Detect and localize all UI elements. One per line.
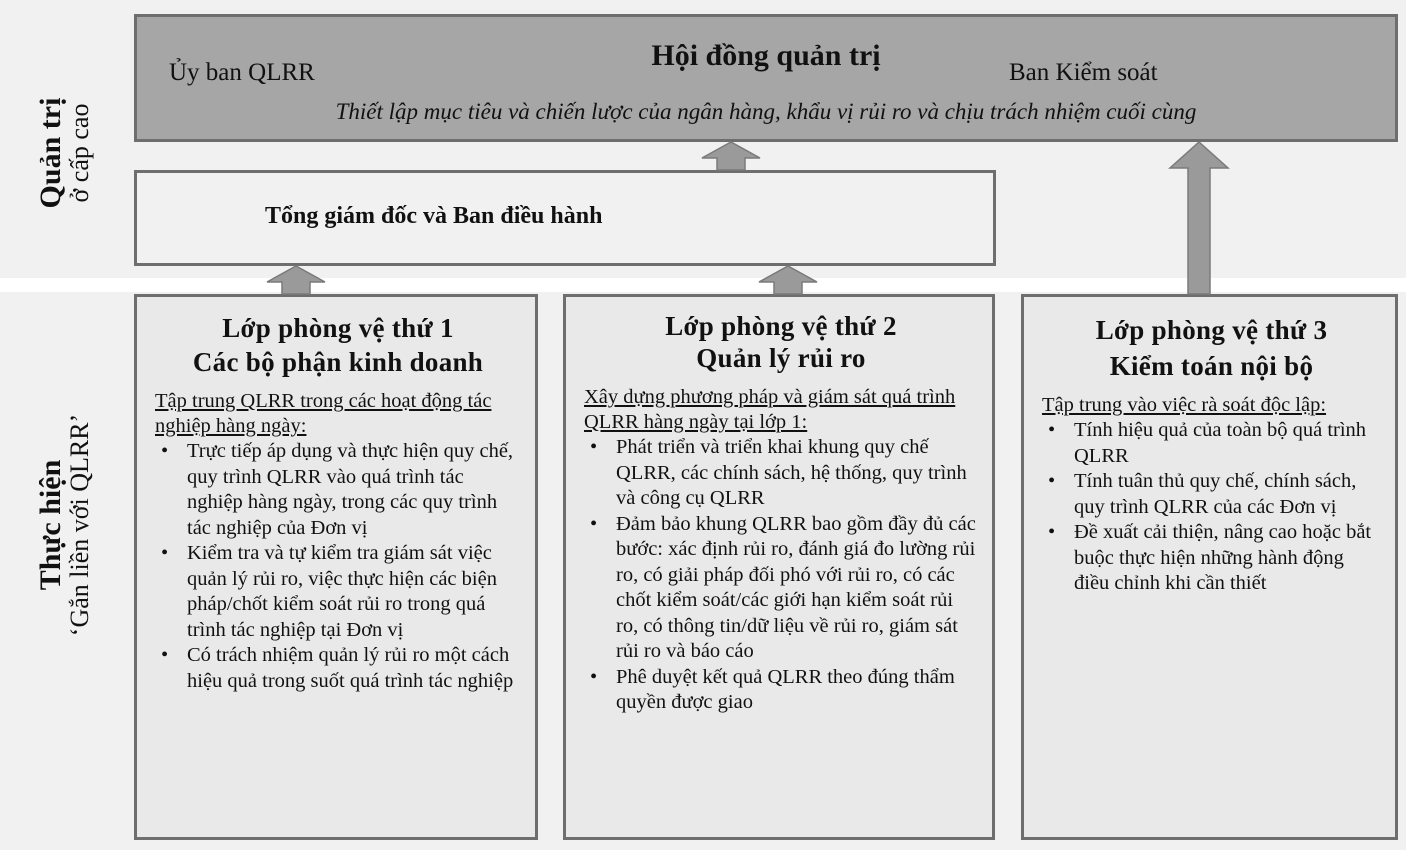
- side-label-execution: [24, 325, 104, 725]
- side-label-governance: [29, 23, 99, 283]
- list-item: • Đảm bảo khung QLRR bao gồm đầy đủ các bước: xác định rủi ro, đánh giá đo lường rủi ro, có giải pháp đối phó với rủi ro, có các chốt kiểm soát/các giới hạn kiểm soát rủi ro, có thông tin/dữ liệu về rủi ro, giám sát rủi ro và báo cáo: [584, 512, 978, 665]
- board-description: Thiết lập mục tiêu và chiến lược của ngân hàng, khẩu vị rủi ro và chịu trách nhiệm cuối cùng: [335, 99, 1197, 124]
- defense-line-1-subtitle: Các bộ phận kinh doanh: [192, 347, 484, 377]
- executive-box: [134, 170, 996, 266]
- defense-line-2-focus: Xây dựng phương pháp và giám sát quá trình QLRR hàng ngày tại lớp 1:: [584, 386, 956, 433]
- board-of-directors-box: [134, 14, 1398, 142]
- list-item: • Kiểm tra và tự kiểm tra giám sát việc quản lý rủi ro, việc thực hiện các biện pháp/chốt kiểm soát rủi ro trong quá trình tác nghiệp tại Đơn vị: [155, 541, 521, 643]
- risk-committee-label: Ủy ban QLRR: [169, 59, 315, 86]
- defense-line-2-box: [563, 294, 995, 840]
- side-label-execution-main: Thực hiện: [33, 459, 67, 591]
- defense-line-3-box: [1021, 294, 1398, 840]
- executive-title: Tổng giám đốc và Ban điều hành: [265, 203, 603, 229]
- defense-line-1-title: Lớp phòng vệ thứ 1: [222, 313, 454, 343]
- defense-line-3-focus: Tập trung vào việc rà soát độc lập:: [1042, 394, 1327, 416]
- list-item: • Có trách nhiệm quản lý rủi ro một cách hiệu quả trong suốt quá trình tác nghiệp: [155, 643, 521, 694]
- defense-line-3-subtitle: Kiểm toán nội bộ: [1109, 351, 1314, 381]
- defense-line-2-subtitle: Quản lý rủi ro: [696, 343, 866, 373]
- side-label-governance-main: Quản trị: [33, 97, 67, 209]
- list-item: • Đề xuất cải thiện, nâng cao hoặc bắt buộc thực hiện những hành động điều chỉnh khi cần thiết: [1042, 520, 1381, 597]
- supervisory-board-label: Ban Kiểm soát: [1009, 59, 1158, 86]
- list-item: • Tính tuân thủ quy chế, chính sách, quy trình QLRR của các Đơn vị: [1042, 469, 1381, 520]
- list-item: • Phê duyệt kết quả QLRR theo đúng thẩm quyền được giao: [584, 665, 978, 716]
- defense-line-3-title: Lớp phòng vệ thứ 3: [1095, 315, 1328, 345]
- side-label-governance-sub: ở cấp cao: [65, 103, 95, 203]
- defense-line-3-list: [1042, 418, 1381, 597]
- defense-line-2-title: Lớp phòng vệ thứ 2: [665, 311, 897, 341]
- defense-line-1-list: [155, 439, 521, 694]
- list-item: • Phát triển và triển khai khung quy chế QLRR, các chính sách, hệ thống, quy trình và công cụ QLRR: [584, 435, 978, 512]
- list-item: • Trực tiếp áp dụng và thực hiện quy chế, quy trình QLRR vào quá trình tác nghiệp hàng ngày, trong các quy trình tác nghiệp của Đơn vị: [155, 439, 521, 541]
- defense-line-1-focus: Tập trung QLRR trong các hoạt động tác nghiệp hàng ngày:: [155, 390, 492, 437]
- defense-line-2-list: [584, 435, 978, 716]
- defense-line-1-box: [134, 294, 538, 840]
- board-title: Hội đồng quản trị: [651, 39, 881, 72]
- side-label-execution-sub: ‘Gắn liền với QLRR’: [65, 413, 95, 637]
- list-item: • Tính hiệu quả của toàn bộ quá trình QLRR: [1042, 418, 1381, 469]
